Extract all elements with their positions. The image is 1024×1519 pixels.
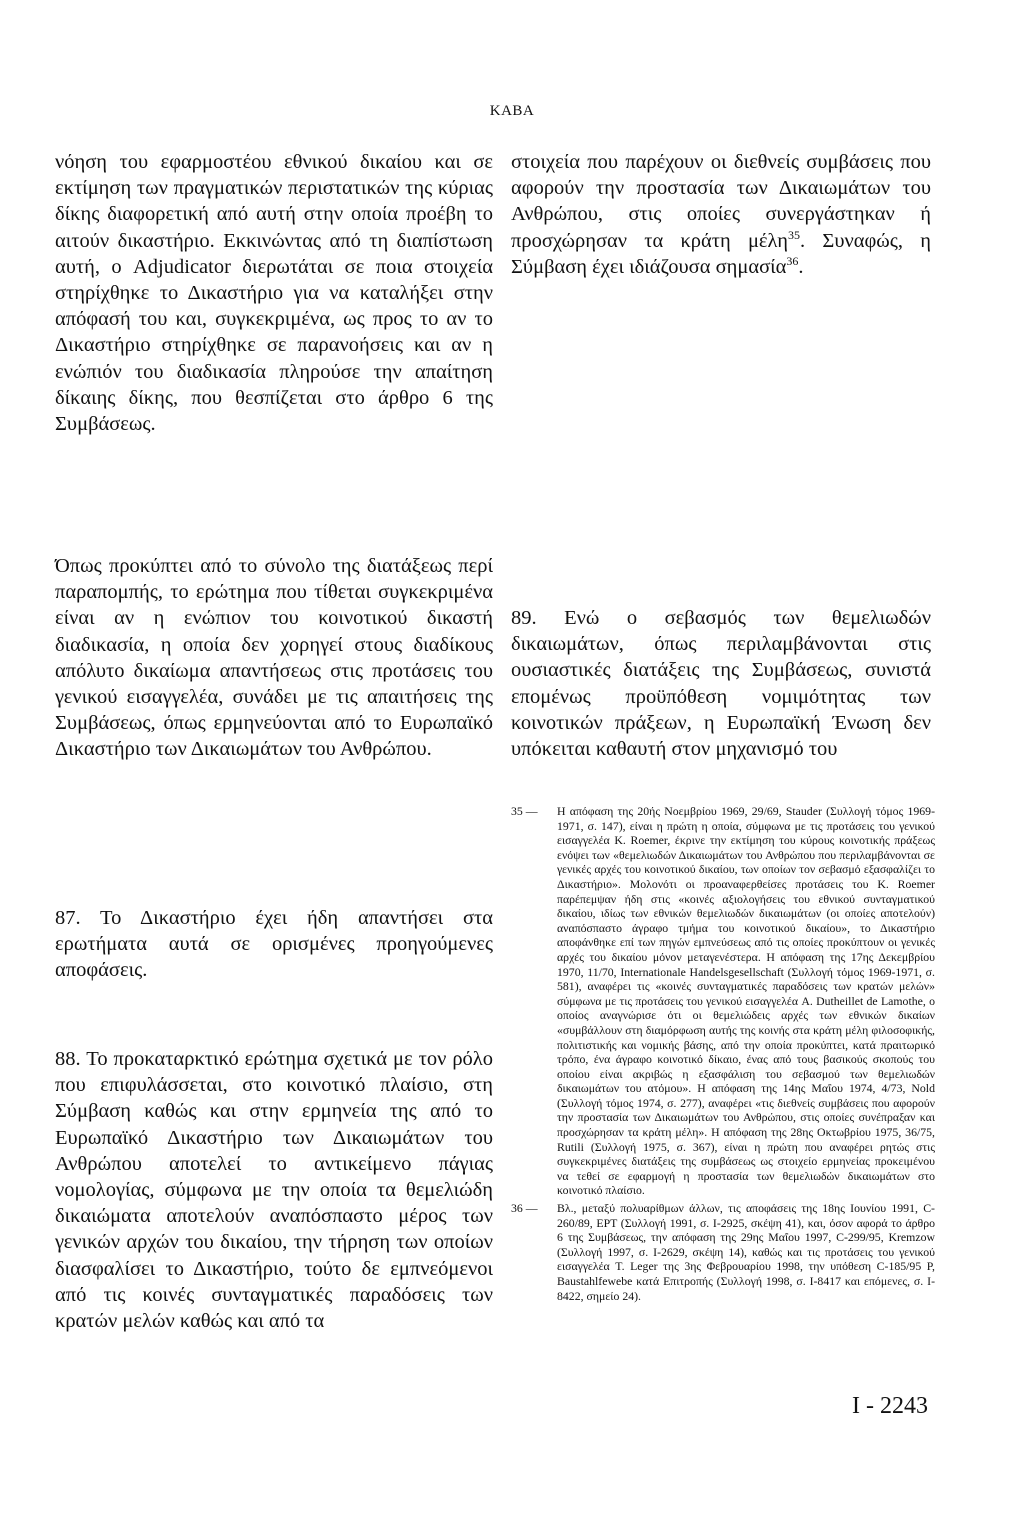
paragraph-89: 89. Ενώ ο σεβασμός των θεμελιωδών δικαιωμάτων, όπως περιλαμβάνονται στις ουσιαστικές διατάξεις της Συμβάσεως, συνιστά επομένως προϋπόθεση νομιμότητας των κοινοτικών πράξεων, η Ευρωπαϊκή Ένωση δεν υπόκειται καθαυτή στον μηχανισμό του xyxy=(511,607,931,761)
footnote-36 xyxy=(511,1201,935,1303)
paragraph-88: 88. Το προκαταρκτικό ερώτημα σχετικά με τον ρόλο που επιφυλάσσεται, στο κοινοτικό πλαίσιο, στη Σύμβαση καθώς και στην ερμηνεία της από το Ευρωπαϊκό Δικαστήριο των Δικαιωμάτων του Ανθρώπου αποτελεί το αντικείμενο πάγιας νομολογίας, σύμφωνα με την οποία τα θεμελιώδη δικαιώματα αποτελούν αναπόσπαστο μέρος των γενικών αρχών του δικαίου, την τήρηση των οποίων διασφαλίσει το Δικαστήριο, τούτο δε εμπνεόμενοι από τις κοινές συνταγματικές παραδόσεις των κρατών μελών καθώς και από τα xyxy=(55,1048,493,1333)
footnote-number: 36 — xyxy=(511,1201,538,1216)
running-header: KABA xyxy=(489,103,535,119)
footnote-35 xyxy=(511,804,935,1198)
right-paragraph-continuation xyxy=(511,149,931,280)
footnote-ref-36[interactable]: 36 xyxy=(786,253,799,268)
left-paragraph-continuation: νόηση του εφαρμοστέου εθνικού δικαίου και σε εκτίμηση των πραγματικών περιστατικών της κύριας δίκης διαφορετική από αυτή στην οποία προέβη το αιτούν δικαστήριο. Εκκινώντας από τη διαπίστωση αυτή, ο Adjudicator διερωτάται σε ποια στοιχεία στηρίχθηκε το Δικαστήριο για να καταλήξει στην απόφασή του και, συγκεκριμένα, ως προς το αν το Δικαστήριο στηρίχθηκε σε παρανοήσεις και αν η ενώπιόν του διαδικασία πληρούσε την απαίτηση δίκαιης δίκης, που θεσπίζεται στο άρθρο 6 της Συμβάσεως. xyxy=(55,151,493,436)
left-paragraph-referral: Όπως προκύπτει από το σύνολο της διατάξεως περί παραπομπής, το ερώτημα που τίθεται συγκεκριμένα είναι αν η ενώπιον του κοινοτικού δικαστή διαδικασία, η οποία δεν χορηγεί στους διαδίκους απόλυτο δικαίωμα απαντήσεως στις προτάσεις του γενικού εισαγγελέα, συνάδει με τις απαιτήσεις της Συμβάσεως, όπως ερμηνεύονται από το Ευρωπαϊκό Δικαστήριο των Δικαιωμάτων του Ανθρώπου. xyxy=(55,555,493,761)
footnote-number: 35 — xyxy=(511,804,538,818)
footnote-text: Βλ., μεταξύ πολυαρίθμων άλλων, τις αποφάσεις της 18ης Ιουνίου 1991, C-260/89, ΕΡΤ (Συλλογή 1991, σ. I-2925, σκέψη 41), και, όσον αφορά το άρθρο 6 της Συμβάσεως, την απόφαση της 29ης Μαΐου 1997, C-299/95, Kremzow (Συλλογή 1997, σ. I-2629, σκέψη 14), καθώς και τις προτάσεις του γενικού εισαγγελέα T. Leger της 3ης Φεβρουαρίου 1998, την υπόθεση C-185/95 P, Baustahlfewebe κατά Επιτροπής (Συλλογή 1998, σ. I-8417 και επόμενες, σ. I-8422, σημείο 24). xyxy=(557,1201,935,1303)
right-text-part-1: στοιχεία που παρέχουν οι διεθνείς συμβάσεις που αφορούν την προστασία των Δικαιωμάτων του Ανθρώπου, στις οποίες συνεργάστηκαν ή προσχώρησαν τα κράτη μέλη xyxy=(511,151,931,252)
footnote-text: Η απόφαση της 20ής Νοεμβρίου 1969, 29/69, Stauder (Συλλογή τόμος 1969-1971, σ. 147), είναι η πρώτη η οποία, σύμφωνα με τις προτάσεις του γενικού εισαγγελέα K. Roemer, έκρινε την εκτίμηση του κύρους κοινοτικής πράξεως ενόψει των «θεμελιωδών Δικαιωμάτων του Ανθρώπου που περιλαμβάνονται σε γενικές αρχές του κοινοτικού δικαίου, των οποίων τον σεβασμό εξασφαλίζει το Δικαστήριο». Μολονότι οι προαναφερθείσες προτάσεις του K. Roemer παρέπεμψαν ήδη στις «κοινές αξιολογήσεις του εθνικού συνταγματικού δικαίου, ιδίως των εθνικών θεμελιωδών δικαιωμάτων (οι οποίες αποτελούν) αναπόσπαστο άγραφο τμήμα του κοινοτικού δικαίου», το Δικαστήριο αποφάνθηκε επί των πηγών εμπνεύσεως από τις οποίες προκύπτουν οι γενικές αρχές του δικαίου μόνον μεταγενέστερα. Η απόφαση της 17ης Δεκεμβρίου 1970, 11/70, Internationale Handelsgesellschaft (Συλλογή τόμος 1969-1971, σ. 581), αναφέρει τις «κοινές συνταγματικές παραδόσεις των κρατών μελών» σύμφωνα με τις προτάσεις του γενικού εισαγγελέα A. Dutheillet de Lamothe, ο οποίος αναγνώρισε ότι οι θεμελιώδεις αρχές των εθνικών δικαίων «συμβάλλουν στη διαμόρφωση αυτής της κοινής στα κράτη μέλη φιλοσοφικής, πολιτιστικής και νομικής βάσης, από την οποία προκύπτει, κατά πραιτωρικό τρόπο, ένα άγραφο κοινοτικό δίκαιο, ένας από τους βασικούς σκοπούς του οποίου είναι ακριβώς η εξασφάλιση του σεβασμού των θεμελιωδών δικαιωμάτων του ατόμου». Η απόφαση της 14ης Μαΐου 1974, 4/73, Nold (Συλλογή τόμος 1974, σ. 277), αναφέρει «τις διεθνείς συμβάσεις που αφορούν την προστασία των Δικαιωμάτων του Ανθρώπου, στις οποίες συνέπραξαν και προσχώρησαν τα κράτη μέλη». Η απόφαση της 28ης Οκτωβρίου 1975, 36/75, Rutili (Συλλογή 1975, σ. 367), είναι η πρώτη που αναφέρει ρητώς στις συγκεκριμένες διατάξεις της συμβάσεως ως στοιχείο ερμηνείας προκειμένου να τεθεί σε εφαρμογή η προστασία των θεμελιωδών δικαιωμάτων στο κοινοτικό πλαίσιο. xyxy=(557,804,935,1198)
footnote-ref-35[interactable]: 35 xyxy=(788,227,801,242)
right-text-part-2: . Συναφώς, η Σύμβαση έχει ιδιάζουσα σημασία xyxy=(511,229,931,278)
right-text-part-3: . xyxy=(798,255,804,278)
footnotes xyxy=(511,804,935,1306)
paragraph-87: 87. Το Δικαστήριο έχει ήδη απαντήσει στα ερωτήματα αυτά σε ορισμένες προηγούμενες αποφάσεις. xyxy=(55,907,493,982)
page-number: I - 2243 xyxy=(852,1393,928,1419)
